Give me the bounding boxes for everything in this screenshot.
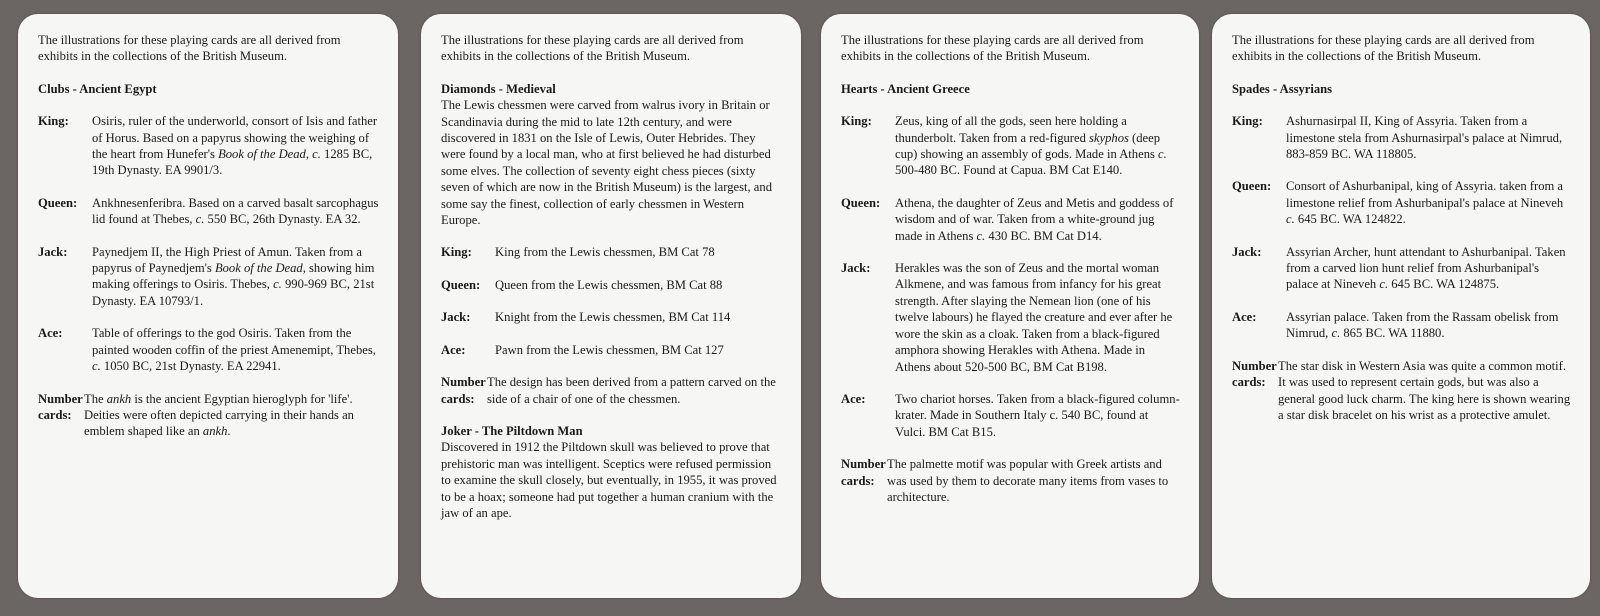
suit-title: Spades - Assyrians	[1232, 81, 1333, 96]
entry-description: Ashurnasirpal II, King of Assyria. Taken from a limestone stela from Ashurnasirpal's palace at Nimrud, 883-859 BC. WA 118805.	[1286, 114, 1563, 162]
term-label: King:	[841, 114, 872, 129]
entry-queen	[441, 277, 783, 293]
card-diamonds	[421, 14, 801, 598]
entry-number-cards	[441, 374, 783, 407]
joker-text: Discovered in 1912 the Piltdown skull was believed to prove that prehistoric man was intelligent. Sceptics were refused permission to examine the skull closely, but eventually, in 1955, it was proved to be a hoax; someone had put together a human cranium with the jaw of an ape.	[441, 440, 777, 520]
entry-description: Two chariot horses. Taken from a black-figured column-krater. Made in Southern Italy c. 540 BC, found at Vulci. BM Cat B15.	[895, 391, 1180, 439]
term-label: Number cards:	[841, 457, 886, 488]
entry-jack	[38, 244, 380, 310]
entry-description: The palmette motif was popular with Greek artists and was used by them to decorate many items from vases to architecture.	[887, 457, 1169, 504]
entry-ace	[841, 391, 1181, 440]
history-text: The Lewis chessmen were carved from walrus ivory in Britain or Scandinavia during the mid to late 12th century, and were discovered in 1831 on the Isle of Lewis, Outer Hebrides. They were found by a local man, who at first believed he had disturbed some elves. The collection of seventy eight chess pieces (sixty seven of which are now in the British Museum) is the largest, and some say the finest, collection of early chessmen in Western Europe.	[441, 98, 772, 228]
term-label: Number cards:	[1232, 358, 1277, 390]
entry-description: Pawn from the Lewis chessmen, BM Cat 127	[495, 342, 724, 357]
entry-ace	[1232, 309, 1572, 342]
entry-jack	[1232, 244, 1572, 293]
entry-jack	[841, 260, 1181, 375]
entry-number-cards	[38, 391, 380, 440]
entry-description: The design has been derived from a pattern carved on the side of a chair of one of the chessmen.	[487, 375, 776, 406]
entry-queen	[1232, 178, 1572, 227]
term-label: King:	[441, 245, 472, 260]
entry-king	[841, 113, 1181, 179]
entry-description: Consort of Ashurbanipal, king of Assyria. taken from a limestone relief from Ashurbanipal's palace at Nineveh c. 645 BC. WA 124822.	[1286, 179, 1564, 227]
joker-title: Joker - The Piltdown Man	[441, 423, 583, 438]
term-label: Jack:	[1232, 244, 1262, 259]
intro-text: The illustrations for these playing cards are all derived from exhibits in the collections of the British Museum.	[441, 33, 744, 64]
intro-text: The illustrations for these playing cards are all derived from exhibits in the collections of the British Museum.	[38, 33, 341, 64]
term-label: Queen:	[1232, 179, 1272, 194]
term-label: Number cards:	[441, 375, 486, 406]
suit-title: Diamonds - Medieval	[441, 81, 556, 96]
entry-queen	[38, 195, 380, 228]
entry-description: Assyrian Archer, hunt attendant to Ashurbanipal. Taken from a carved lion hunt relief from Ashurbanipal's palace at Nineveh c. 645 BC. WA 124875.	[1286, 244, 1566, 292]
card-hearts	[821, 14, 1199, 598]
entry-king	[38, 113, 380, 179]
term-label: King:	[1232, 114, 1263, 129]
intro-text: The illustrations for these playing cards are all derived from exhibits in the collections of the British Museum.	[1232, 33, 1535, 64]
entry-ace	[38, 325, 380, 374]
entry-description: Table of offerings to the god Osiris. Taken from the painted wooden coffin of the priest Amenemipt, Thebes, c. 1050 BC, 21st Dynasty. EA 22941.	[92, 326, 376, 374]
term-label: King:	[38, 114, 69, 129]
term-label: Queen:	[841, 195, 881, 210]
suit-title: Clubs - Ancient Egypt	[38, 81, 157, 96]
card-clubs	[18, 14, 398, 598]
entry-ace	[441, 342, 783, 358]
entry-description: Assyrian palace. Taken from the Rassam obelisk from Nimrud, c. 865 BC. WA 11880.	[1286, 309, 1559, 341]
term-label: Jack:	[841, 261, 871, 276]
entry-description: Athena, the daughter of Zeus and Metis and goddess of wisdom and of war. Taken from a white-ground jug made in Athens c. 430 BC. BM Cat D14.	[895, 195, 1174, 243]
entry-king	[1232, 113, 1572, 162]
entry-queen	[841, 195, 1181, 244]
entry-description: Ankhnesenferibra. Based on a carved basalt sarcophagus lid found at Thebes, c. 550 BC, 26th Dynasty. EA 32.	[92, 195, 379, 227]
term-label: Jack:	[441, 310, 471, 325]
entry-description: The ankh is the ancient Egyptian hieroglyph for 'life'. Deities were often depicted carrying in their hands an emblem shaped like an ankh.	[84, 391, 354, 439]
entry-king	[441, 244, 783, 260]
entry-description: Paynedjem II, the High Priest of Amun. Taken from a papyrus of Paynedjem's Book of the Dead, showing him making offerings to Osiris. Thebes, c. 990-969 BC, 21st Dynasty. EA 10793/1.	[92, 244, 375, 308]
entry-jack	[441, 309, 783, 325]
entry-description: Herakles was the son of Zeus and the mortal woman Alkmene, and was famous from infancy for his great strength. After slaying the Nemean lion (one of his twelve labours) he flayed the creature and ever after he wore the skin as a cloak. Taken from a black-figured amphora showing Herakles with Athena. Made in Athens about 520-500 BC, BM Cat B198.	[895, 261, 1173, 374]
entry-number-cards	[841, 456, 1181, 505]
entry-description: King from the Lewis chessmen, BM Cat 78	[495, 245, 715, 260]
entry-description: Queen from the Lewis chessmen, BM Cat 88	[495, 277, 723, 292]
entry-description: Zeus, king of all the gods, seen here holding a thunderbolt. Taken from a red-figured skyphos (deep cup) showing an assembly of gods. Made in Athens c. 500-480 BC. Found at Capua. BM Cat E140.	[895, 114, 1167, 178]
term-label: Queen:	[441, 277, 481, 292]
term-label: Ace:	[441, 342, 466, 357]
intro-text: The illustrations for these playing cards are all derived from exhibits in the collections of the British Museum.	[841, 33, 1144, 64]
entry-description: Osiris, ruler of the underworld, consort of Isis and father of Horus. Based on a papyrus showing the weighing of the heart from Hunefer's Book of the Dead, c. 1285 BC, 19th Dynasty. EA 9901/3.	[92, 114, 378, 178]
suit-title: Hearts - Ancient Greece	[841, 81, 970, 96]
card-spades	[1212, 14, 1590, 598]
entry-description: Knight from the Lewis chessmen, BM Cat 114	[495, 310, 731, 325]
term-label: Ace:	[1232, 309, 1257, 324]
entry-description: The star disk in Western Asia was quite a common motif. It was used to represent certain gods, but was also a general good luck charm. The king here is shown wearing a star disk bracelet on his wrist as a protective amulet.	[1278, 358, 1571, 422]
term-label: Number cards:	[38, 391, 83, 422]
entry-number-cards	[1232, 358, 1572, 424]
term-label: Jack:	[38, 244, 68, 259]
term-label: Ace:	[841, 391, 866, 406]
term-label: Queen:	[38, 195, 78, 210]
term-label: Ace:	[38, 326, 63, 341]
